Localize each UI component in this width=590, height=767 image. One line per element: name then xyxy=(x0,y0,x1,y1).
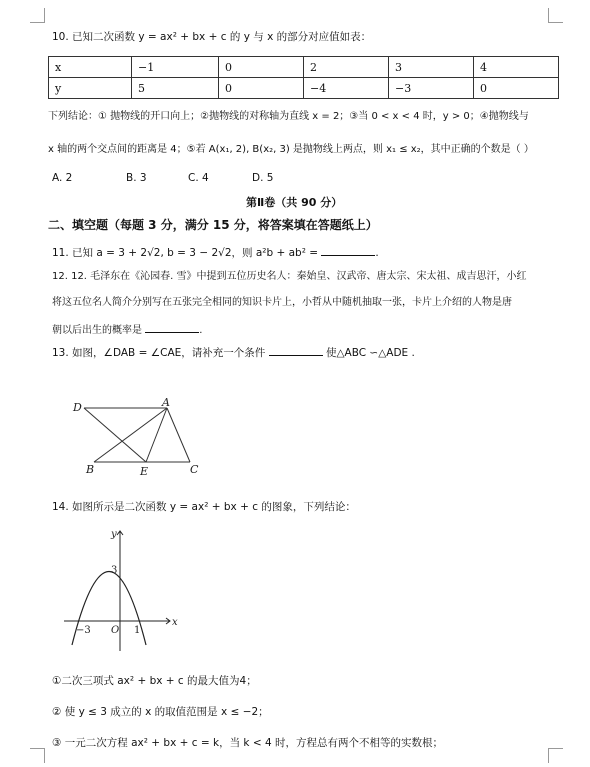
label-x: x xyxy=(172,617,178,628)
answer-blank[interactable] xyxy=(145,322,199,333)
q10-stem: 10. 已知二次函数 y = ax² + bx + c 的 y 与 x 的部分对应值如表： xyxy=(52,31,372,43)
answer-blank[interactable] xyxy=(269,345,323,356)
q12-end: . xyxy=(199,325,203,336)
q14-statement-1: ①二次三项式 ax² + bx + c 的最大值为4； xyxy=(52,675,257,687)
section-title: 第Ⅱ卷（共 90 分） xyxy=(246,196,343,209)
q13-text-a: 13. 如图，∠DAB = ∠CAE，请补充一个条件 xyxy=(52,347,266,359)
q12-line2: 将这五位名人简介分别写在五张完全相同的知识卡片上，小哲从中随机抽取一张，卡片上介绍的人物是唐 xyxy=(52,297,512,308)
label-origin: O xyxy=(111,625,120,636)
label-a: A xyxy=(162,396,170,409)
table-cell: 0 xyxy=(219,78,304,99)
table-cell: x xyxy=(49,57,132,78)
table-row-x xyxy=(49,57,559,78)
crop-mark-top-left xyxy=(30,8,45,23)
triangle-figure xyxy=(70,395,210,480)
table-cell: −3 xyxy=(389,78,474,99)
table-row-y xyxy=(49,78,559,99)
q13-text xyxy=(52,345,415,360)
q14-statement-3: ③ 一元二次方程 ax² + bx + c = k，当 k < 4 时，方程总有两个不相等的实数根； xyxy=(52,737,444,749)
segment-ac xyxy=(167,408,190,462)
segment-de xyxy=(84,408,146,462)
part2-title: 二、填空题（每题 3 分，满分 15 分，将答案填在答题纸上） xyxy=(48,218,378,232)
label-one: 1 xyxy=(134,625,141,636)
table-cell: −1 xyxy=(132,57,219,78)
label-three: 3 xyxy=(111,565,118,576)
q11-text xyxy=(52,245,379,260)
label-e: E xyxy=(140,465,149,478)
table-cell: 4 xyxy=(474,57,559,78)
q10-choice-b: B. 3 xyxy=(126,172,147,184)
q11-stem: 11. 已知 a = 3 + 2√2, b = 3 − 2√2，则 a²b + ab² = xyxy=(52,247,319,259)
q10-choice-c: C. 4 xyxy=(188,172,209,184)
label-neg3: −3 xyxy=(76,625,91,636)
q10-value-table xyxy=(48,56,559,99)
q14-statement-2: ② 使 y ≤ 3 成立的 x 的取值范围是 x ≤ −2； xyxy=(52,706,269,718)
q10-conclusions-line2: x 轴的两个交点间的距离是 4；⑤若 A(x₁, 2), B(x₂, 3) 是抛物线上两点，则 x₁ ≤ x₂，其中正确的个数是（ ） xyxy=(48,144,534,155)
table-cell: 2 xyxy=(304,57,389,78)
crop-mark-top-right xyxy=(548,8,563,23)
table-cell: 3 xyxy=(389,57,474,78)
q10-choice-a: A. 2 xyxy=(52,172,73,184)
label-y: y xyxy=(111,529,117,540)
table-cell: y xyxy=(49,78,132,99)
table-cell: −4 xyxy=(304,78,389,99)
label-d: D xyxy=(73,401,82,414)
label-c: C xyxy=(190,463,199,476)
table-cell: 0 xyxy=(474,78,559,99)
q11-end: . xyxy=(375,247,379,259)
answer-blank[interactable] xyxy=(321,245,375,256)
table-cell: 0 xyxy=(219,57,304,78)
q12-line1: 12. 12. 毛泽东在《沁园春. 雪》中提到五位历史名人：秦始皇、汉武帝、唐太宗、宋太祖、成吉思汗，小红 xyxy=(52,271,527,282)
table-cell: 5 xyxy=(132,78,219,99)
q12-line3 xyxy=(52,322,202,338)
q10-choice-d: D. 5 xyxy=(252,172,274,184)
q14-text: 14. 如图所示是二次函数 y = ax² + bx + c 的图象，下列结论： xyxy=(52,501,356,513)
q12-line3-text: 朝以后出生的概率是 xyxy=(52,325,142,336)
label-b: B xyxy=(86,463,95,476)
q10-conclusions-line1: 下列结论：① 抛物线的开口向上；②抛物线的对称轴为直线 x = 2；③当 0 < x < 4 时，y > 0；④抛物线与 xyxy=(48,111,529,122)
crop-mark-bottom-left xyxy=(30,748,45,763)
parabola-graph xyxy=(62,525,182,655)
q13-text-b: 使△ABC ∽△ADE . xyxy=(325,347,415,359)
crop-mark-bottom-right xyxy=(548,748,563,763)
